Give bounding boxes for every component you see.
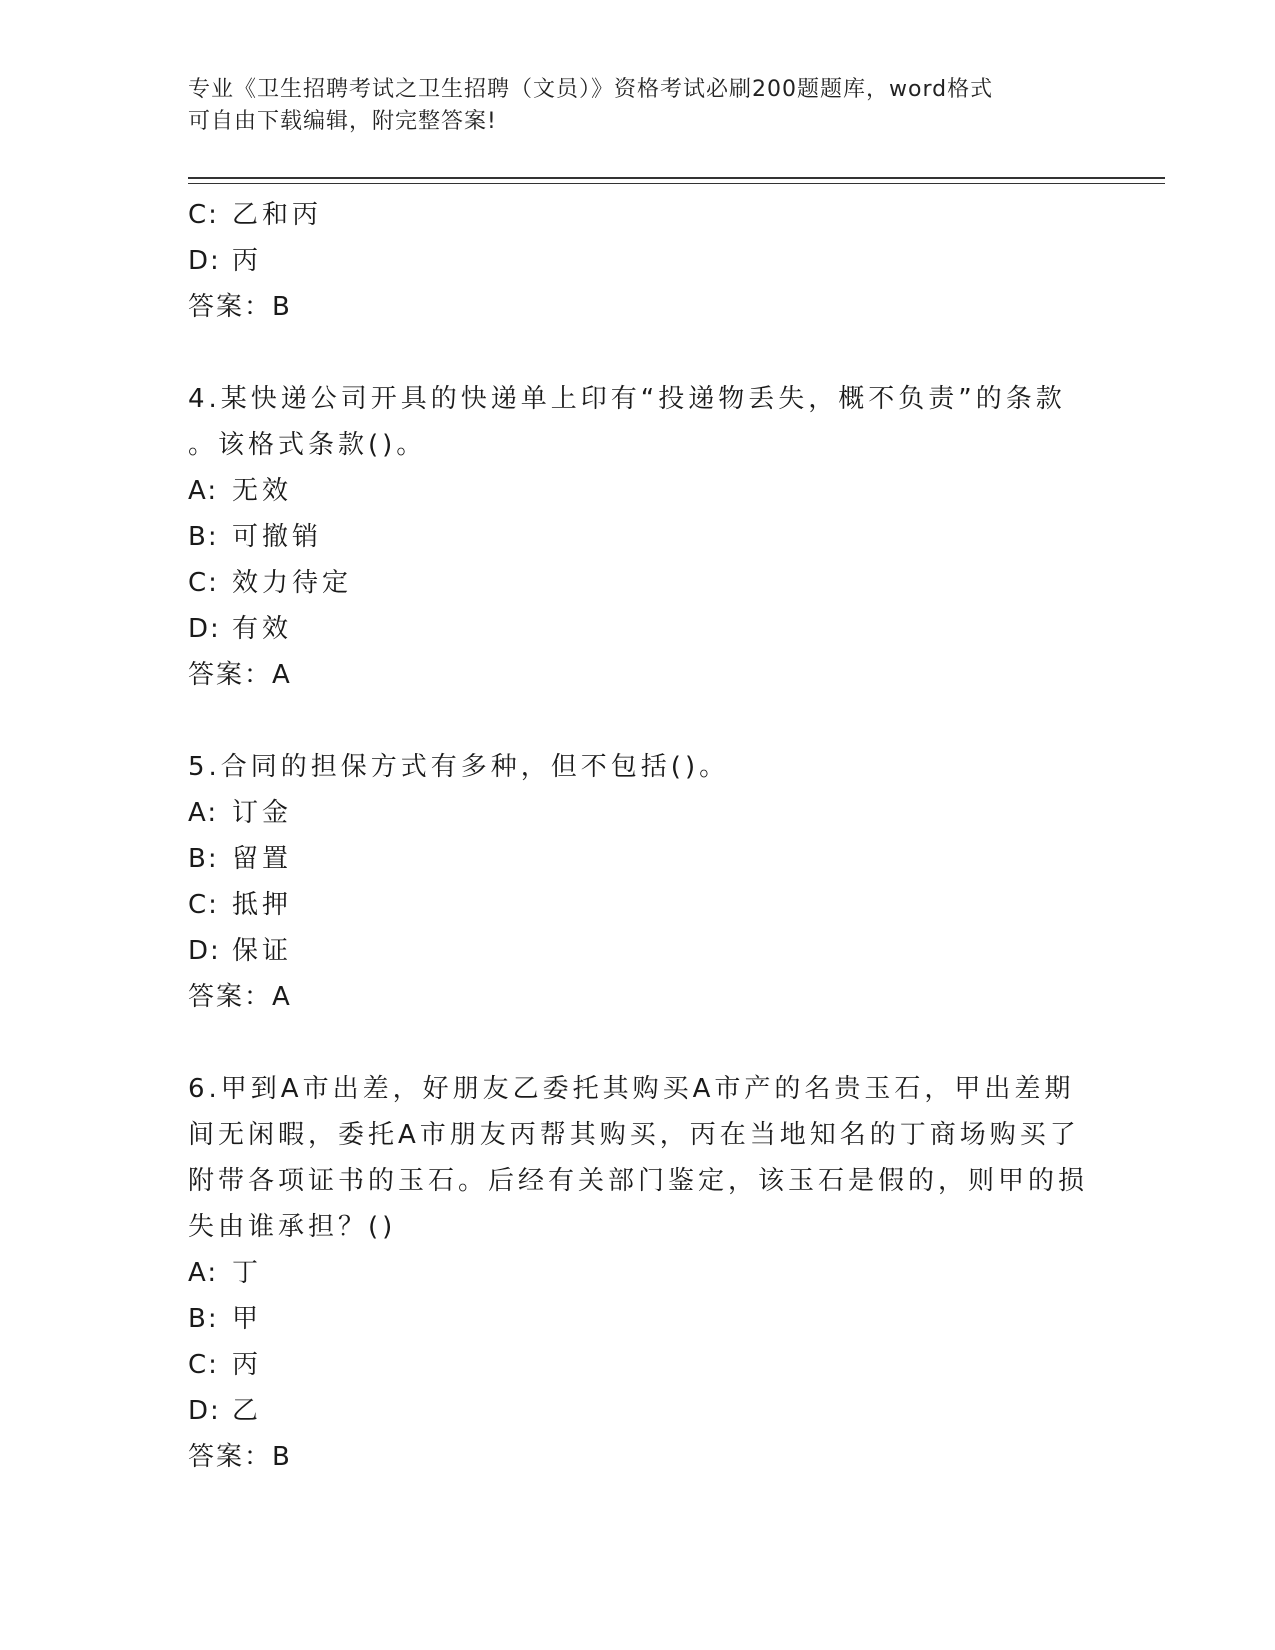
question-text-line: 失由谁承担？() <box>188 1212 397 1242</box>
option-a <box>188 790 1088 836</box>
question-block-5 <box>188 744 1088 1020</box>
question-text-line: 间无闲暇，委托A市朋友丙帮其购买，丙在当地知名的丁商场购买了 <box>188 1120 1080 1150</box>
option-c <box>188 1342 1088 1388</box>
spacer <box>188 330 1088 376</box>
question-text-line: 附带各项证书的玉石。后经有关部门鉴定，该玉石是假的，则甲的损 <box>188 1166 1089 1196</box>
option-letter: A: <box>188 798 219 828</box>
option-d <box>188 1388 1088 1434</box>
option-b <box>188 1296 1088 1342</box>
question-list <box>188 192 1088 1480</box>
question-text-line: 4.某快递公司开具的快递单上印有“投递物丢失，概不负责”的条款 <box>188 384 1066 414</box>
option-c <box>188 560 1088 606</box>
option-text: 抵押 <box>232 890 293 920</box>
option-text: 可撤销 <box>232 522 323 552</box>
question-text-line: 5.合同的担保方式有多种，但不包括()。 <box>188 752 730 782</box>
option-text: 丙 <box>232 1350 263 1380</box>
option-letter: C: <box>188 890 219 920</box>
option-letter: A: <box>188 476 219 506</box>
option-d <box>188 928 1088 974</box>
header-divider-thin <box>188 183 1165 184</box>
answer-line: 答案：B <box>188 1442 292 1472</box>
option-text: 乙和丙 <box>232 200 323 230</box>
option-text: 留置 <box>232 844 293 874</box>
option-b <box>188 836 1088 882</box>
option-c <box>188 882 1088 928</box>
option-letter: B: <box>188 844 219 874</box>
question-text-line: 。该格式条款()。 <box>188 430 427 460</box>
option-letter: D: <box>188 1396 221 1426</box>
question-text-line: 6.甲到A市出差，好朋友乙委托其购买A市产的名贵玉石，甲出差期 <box>188 1074 1075 1104</box>
option-c <box>188 192 1088 238</box>
option-letter: D: <box>188 246 221 276</box>
document-header <box>188 74 1088 138</box>
option-b <box>188 514 1088 560</box>
option-text: 丁 <box>232 1258 263 1288</box>
option-text: 丙 <box>232 246 263 276</box>
question-block-3-continued <box>188 192 1088 330</box>
option-letter: B: <box>188 1304 219 1334</box>
option-a <box>188 1250 1088 1296</box>
answer-line: 答案：A <box>188 982 292 1012</box>
option-d <box>188 238 1088 284</box>
question-block-4 <box>188 376 1088 698</box>
spacer <box>188 698 1088 744</box>
answer-line: 答案：B <box>188 292 292 322</box>
option-letter: D: <box>188 614 221 644</box>
option-d <box>188 606 1088 652</box>
option-text: 订金 <box>232 798 293 828</box>
spacer <box>188 1020 1088 1066</box>
option-text: 保证 <box>232 936 293 966</box>
option-text: 有效 <box>232 614 293 644</box>
header-divider-thick <box>188 177 1165 179</box>
header-title-line-2: 可自由下载编辑，附完整答案! <box>188 109 497 134</box>
option-letter: C: <box>188 568 219 598</box>
option-letter: B: <box>188 522 219 552</box>
option-text: 甲 <box>232 1304 263 1334</box>
answer-line: 答案：A <box>188 660 292 690</box>
option-letter: C: <box>188 200 219 230</box>
option-a <box>188 468 1088 514</box>
option-text: 效力待定 <box>232 568 353 598</box>
question-block-6 <box>188 1066 1088 1480</box>
option-letter: D: <box>188 936 221 966</box>
option-letter: C: <box>188 1350 219 1380</box>
header-title-line-1: 专业《卫生招聘考试之卫生招聘（文员）》资格考试必刷200题题库，word格式 <box>188 77 994 102</box>
option-letter: A: <box>188 1258 219 1288</box>
option-text: 无效 <box>232 476 293 506</box>
option-text: 乙 <box>232 1396 263 1426</box>
